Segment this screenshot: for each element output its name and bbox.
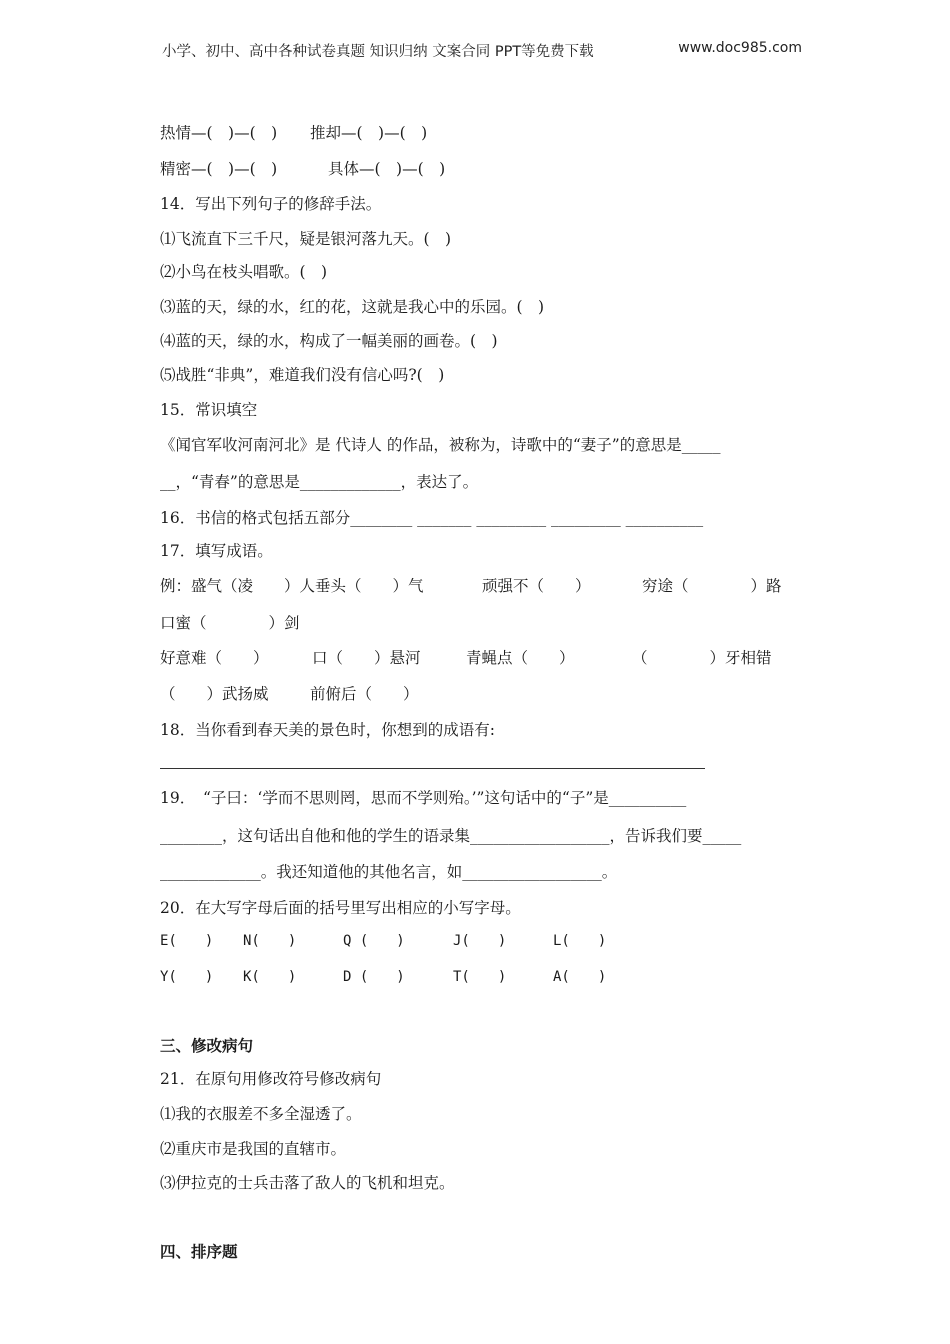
header-site-link[interactable]: www.doc985.com [678, 40, 802, 56]
antonym-item-reqing: 热情—( )—( ) [160, 124, 278, 142]
idiom-item-qiongtu: 穷途（ ）路 [642, 577, 782, 595]
question-14-item-3: ⑶蓝的天，绿的水，红的花，这就是我心中的乐园。( ) [160, 298, 545, 316]
question-14-item-1: ⑴飞流直下三千尺，疑是银河落九天。( ) [160, 230, 452, 248]
letter-item: Q ( ) [343, 933, 405, 949]
idiom-item-wuyangwei: （ ）武扬威 [160, 685, 269, 703]
letter-item: Y( ) [160, 969, 214, 985]
question-19-line-2: ________，这句话出自他和他的学生的语录集__________________，告诉我们要_____ [160, 827, 742, 845]
antonym-item-juti: 具体—( )—( ) [328, 160, 446, 178]
question-14-item-2: ⑵小鸟在枝头唱歌。( ) [160, 263, 328, 281]
header-text: 小学、初中、高中各种试卷真题 知识归纳 文案合同 PPT等免费下载 [162, 44, 594, 60]
section-4-heading: 四、排序题 [160, 1243, 238, 1261]
question-14-item-4: ⑷蓝的天，绿的水，构成了一幅美丽的画卷。( ) [160, 332, 498, 350]
idiom-item-haoyinan: 好意难（ ） [160, 649, 269, 667]
letter-item: N( ) [243, 933, 297, 949]
question-14-item-5: ⑸战胜“非典”，难道我们没有信心吗?( ) [160, 366, 445, 384]
letter-item: J( ) [453, 933, 507, 949]
question-21-item-2: ⑵重庆市是我国的直辖市。 [160, 1140, 347, 1158]
question-15-line-2: __，“青春”的意思是_____________，表达了。 [160, 473, 479, 491]
question-21-item-3: ⑶伊拉克的士兵击落了敌人的飞机和坦克。 [160, 1174, 455, 1192]
question-19-line-1: 19． “子曰：‘学而不思则罔，思而不学则殆。’”这句话中的“子”是__________ [160, 789, 687, 807]
idiom-item-qingyingdian: 青蝇点（ ） [466, 649, 575, 667]
idiom-item-kou: 口（ ）悬河 [312, 649, 421, 667]
question-21: 21．在原句用修改符号修改病句 [160, 1070, 382, 1088]
question-19-line-3: _____________。我还知道他的其他名言，如__________________。 [160, 863, 618, 881]
letter-row-2 [160, 966, 800, 988]
letter-item: D ( ) [343, 969, 405, 985]
letter-row-1 [160, 930, 800, 952]
idiom-item-yaxiangcuo: （ ）牙相错 [632, 649, 772, 667]
question-21-item-1: ⑴我的衣服差不多全湿透了。 [160, 1105, 362, 1123]
antonym-item-tuique: 推却—( )—( ) [310, 124, 428, 142]
question-17: 17．填写成语。 [160, 542, 273, 560]
question-14: 14．写出下列句子的修辞手法。 [160, 195, 382, 213]
question-18: 18．当你看到春天美的景色时，你想到的成语有: [160, 721, 495, 739]
idiom-example: 例：盛气（凌 ）人垂头（ ）气 [160, 577, 424, 595]
question-15: 15．常识填空 [160, 401, 258, 419]
idiom-row-3 [160, 647, 790, 669]
idiom-row-2: 口蜜（ ）剑 [160, 614, 300, 632]
section-3-heading: 三、修改病句 [160, 1037, 254, 1055]
question-16: 16．书信的格式包括五部分________ _______ _________ _________ __________ [160, 509, 704, 527]
question-20: 20．在大写字母后面的括号里写出相应的小写字母。 [160, 899, 521, 917]
antonym-item-jingmi: 精密—( )—( ) [160, 160, 278, 178]
answer-line [160, 768, 705, 769]
letter-item: E( ) [160, 933, 214, 949]
page-header [162, 40, 802, 64]
idiom-row-4 [160, 683, 790, 705]
idiom-item-qianfuhou: 前俯后（ ） [310, 685, 419, 703]
question-15-line-1: 《闻官军收河南河北》是 代诗人 的作品，被称为，诗歌中的“妻子”的意思是_____ [160, 436, 721, 454]
letter-item: L( ) [553, 933, 607, 949]
letter-item: T( ) [453, 969, 507, 985]
antonym-row-2 [160, 158, 800, 180]
idiom-item-wanqiangbu: 顽强不（ ） [482, 577, 591, 595]
letter-item: K( ) [243, 969, 297, 985]
letter-item: A( ) [553, 969, 607, 985]
idiom-row-1 [160, 575, 790, 597]
antonym-row-1 [160, 122, 800, 144]
